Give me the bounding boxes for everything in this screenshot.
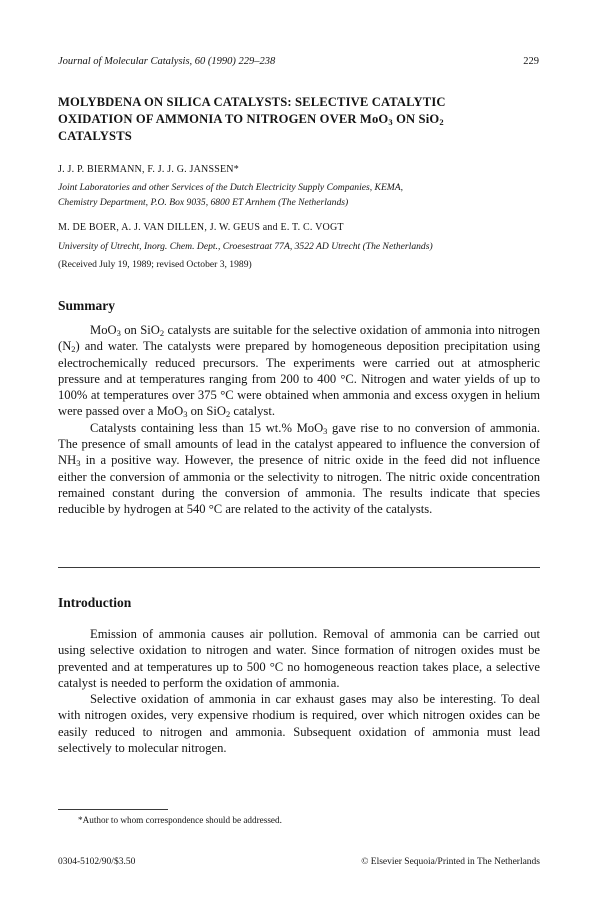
authors-kema: J. J. P. BIERMANN, F. J. J. G. JANSSEN*	[58, 164, 239, 175]
title-subscript: 3	[388, 117, 393, 127]
publisher-line: © Elsevier Sequoia/Printed in The Netherlands	[361, 857, 540, 867]
authors-utrecht: M. DE BOER, A. J. VAN DILLEN, J. W. GEUS and E. T. C. VOGT	[58, 222, 344, 233]
article-code: 0304-5102/90/$3.50	[58, 857, 136, 867]
footnote-divider	[58, 809, 168, 810]
affiliation-utrecht: University of Utrecht, Inorg. Chem. Dept., Croesestraat 77A, 3522 AD Utrecht (The Netherlands)	[58, 241, 433, 252]
affiliation-kema	[58, 180, 548, 210]
title-line-2-mid: ON SiO	[392, 112, 440, 126]
introduction-text	[58, 626, 540, 756]
summary-heading: Summary	[58, 298, 115, 313]
title-line-1: MOLYBDENA ON SILICA CATALYSTS: SELECTIVE CATALYTIC	[58, 95, 446, 109]
journal-citation: Journal of Molecular Catalysis, 60 (1990) 229–238	[58, 56, 276, 67]
affiliation-kema-line-2: Chemistry Department, P.O. Box 9035, 6800 ET Arnhem (The Netherlands)	[58, 197, 349, 208]
summary-paragraph-2: Catalysts containing less than 15 wt.% MoO$_3$ gave rise to no conversion of ammonia. The presence of small amounts of lead in the catalyst appeared to influence the conversion of $NH_3$ in a positive way. However, the presence of nitric oxide in the feed did not influence either the conversion of ammonia or the selectivity to nitrogen. The nitric oxide concentration remained constant during the conversion of ammonia. The results indicate that species reducible by hydrogen at 540 °C are related to the activity of the catalysts.	[58, 420, 541, 517]
title-line-3: CATALYSTS	[58, 129, 132, 143]
summary-paragraph-1: MoO$_3$ on SiO$_2$ catalysts are suitable for the selective oxidation of ammonia into nitrogen $(N_2)$ and water. The catalysts were prepared by homogeneous deposition precipitation using electrochemically reduced precursors. The experiments were carried out at atmospheric pressure and at temperatures ranging from 200 to 400 °C. Nitrogen and water yields of up to 100% at temperatures over 375 °C were obtained when ammonia and excess oxygen in helium were passed over a MoO$_3$ on SiO$_2$ catalyst.	[58, 323, 540, 420]
introduction-paragraph-2: Selective oxidation of ammonia in car exhaust gases may also be interesting. To deal with nitrogen oxides, very expensive rhodium is required, over which nitrogen oxides can be easily reduced to nitrogen and ammonia. Subsequent oxidation of ammonia must lead selectively to molecular nitrogen.	[58, 692, 540, 756]
footnote: *Author to whom correspondence should be addressed.	[78, 815, 282, 825]
running-header	[58, 56, 539, 67]
introduction-paragraph-1: Emission of ammonia causes air pollution. Removal of ammonia can be carried out using selective oxidation to nitrogen and water. Since formation of nitrogen oxides must be prevented and at temperatures up to 500 °C no homogeneous reaction takes place, a selective catalyst is needed to perform the oxidation of ammonia.	[58, 627, 540, 690]
section-divider	[58, 567, 540, 568]
page-number: 229	[523, 56, 539, 67]
introduction-heading: Introduction	[58, 595, 132, 610]
title-subscript: 2	[439, 117, 444, 127]
received-dates: (Received July 19, 1989; revised October 3, 1989)	[58, 259, 252, 270]
summary-text	[58, 322, 540, 518]
page-footer	[58, 857, 540, 867]
article-title	[58, 94, 548, 145]
affiliation-kema-line-1: Joint Laboratories and other Services of the Dutch Electricity Supply Companies, KEMA,	[58, 182, 404, 193]
title-line-2-start: OXIDATION OF AMMONIA TO NITROGEN OVER MoO	[58, 112, 389, 126]
